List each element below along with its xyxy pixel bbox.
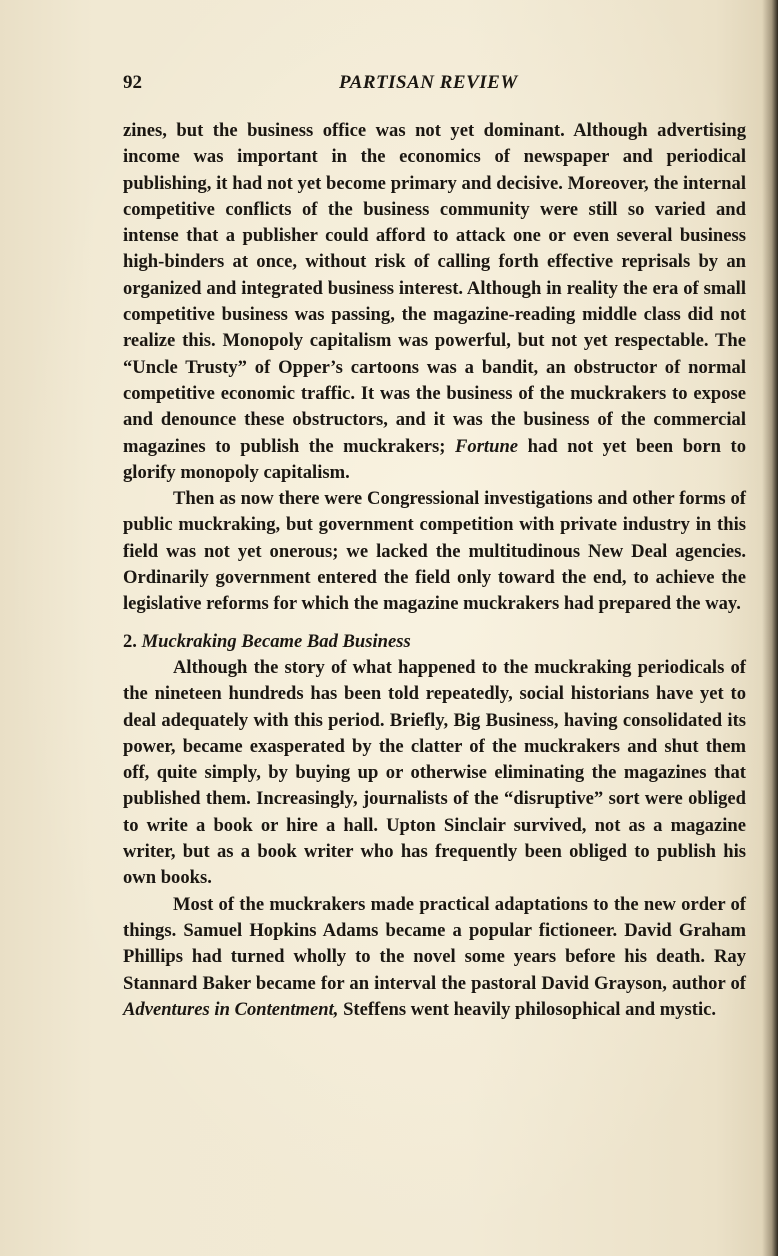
section-heading bbox=[123, 629, 746, 655]
page-header bbox=[123, 72, 746, 100]
page-number: 92 bbox=[123, 72, 142, 93]
magazine-title-fortune: Fortune bbox=[455, 435, 519, 457]
paragraph-1 bbox=[123, 118, 746, 486]
section-number: 2. bbox=[123, 630, 137, 652]
paragraph-4-text-b: Steffens went heavily philosophical and mystic. bbox=[338, 998, 717, 1020]
running-head: PARTISAN REVIEW bbox=[339, 72, 518, 93]
paragraph-1-text-a: zines, but the business office was not yet dominant. Although advertising income was important in the economics of newspaper and periodical publishing, it had not yet become primary and decisive. Moreover, the internal competitive conflicts of the business community were still so varied and intense that a publisher could afford to attack one or even several business high-binders at once, without risk of calling forth effective reprisals by an organized and integrated business interest. Although in reality the era of small competitive business was passing, the magazine-reading middle class did not realize this. Monopoly capitalism was powerful, but not yet respectable. The “Uncle Trusty” of Opper’s cartoons was a bandit, an obstructor of normal competitive economic traffic. It was the business of the muckrakers to expose and denounce these obstructors, and it was the business of the commercial magazines to publish the muckrakers; bbox=[123, 120, 746, 457]
paragraph-2: Then as now there were Congressional investigations and other forms of public muckraking, but government competition with private industry in this field was not yet onerous; we lacked the multitudinous New Deal agencies. Ordinarily government entered the field only toward the end, to achieve the legislative reforms for which the magazine muckrakers had prepared the way. bbox=[123, 488, 746, 615]
paragraph-1-text-b: had not yet been born to glorify monopoly capitalism. bbox=[123, 435, 746, 483]
book-title-adventures-in-contentment: Adventures in Contentment, bbox=[123, 998, 339, 1020]
body-text bbox=[123, 118, 746, 1023]
section-title: Muckraking Became Bad Business bbox=[141, 630, 411, 652]
paragraph-3: Although the story of what happened to the muckraking periodicals of the nineteen hundreds has been told repeatedly, social historians have yet to deal adequately with this period. Briefly, Big Business, having consolidated its power, became exasperated by the clatter of the muckrakers and shut them off, quite simply, by buying up or otherwise eliminating the magazines that published them. Increasingly, journalists of the “disruptive” sort were obliged to write a book or hire a hall. Upton Sinclair survived, not as a magazine writer, but as a book writer who has frequently been obliged to publish his own books. bbox=[123, 656, 746, 889]
paragraph-4 bbox=[123, 892, 746, 1023]
page-edge-shadow bbox=[762, 0, 778, 1256]
paragraph-4-text-a: Most of the muckrakers made practical adaptations to the new order of things. Samuel Hopkins Adams became a popular fictioneer. David Graham Phillips had turned wholly to the novel some years before his death. Ray Stannard Baker became for an interval the pastoral David Grayson, author of bbox=[123, 893, 746, 994]
